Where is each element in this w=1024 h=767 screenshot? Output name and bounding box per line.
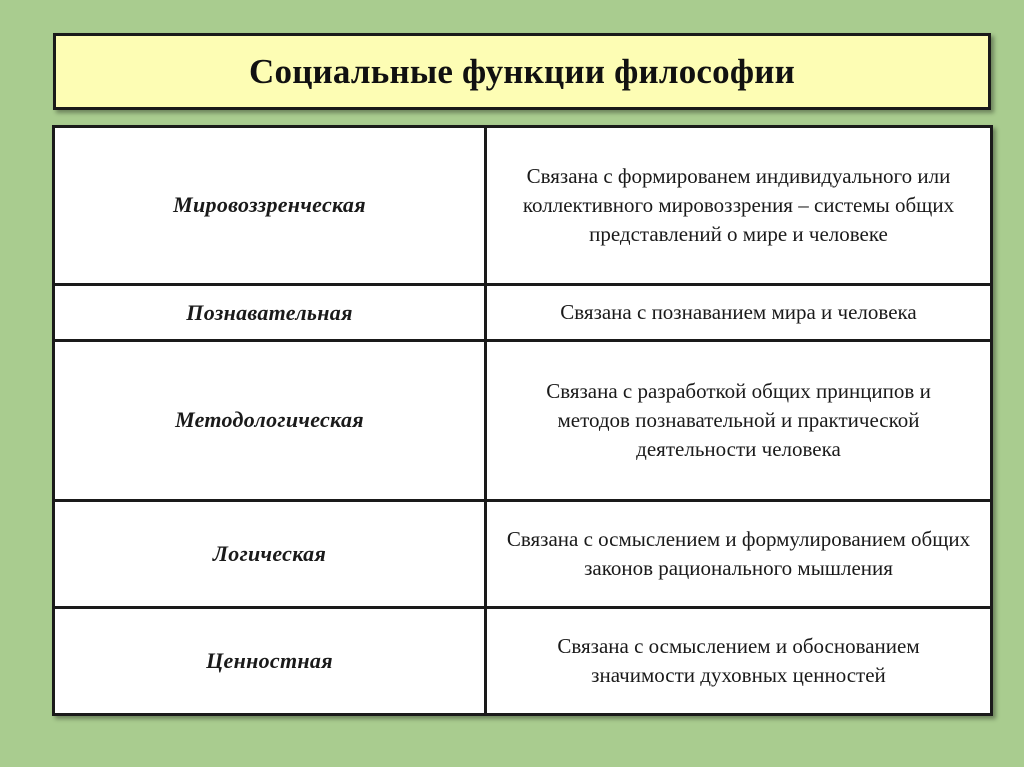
table-row <box>55 500 990 608</box>
function-description: Связана с осмыслением и формулированием общих законов рационального мышления <box>506 526 971 580</box>
function-name-cell <box>55 608 486 713</box>
function-description-cell <box>486 608 991 713</box>
table-row <box>55 128 990 284</box>
function-description: Связана с осмыслением и обоснованием значимости духовных ценностей <box>557 634 920 688</box>
page-title: Социальные функции философии <box>249 51 795 91</box>
function-description-cell <box>486 500 991 608</box>
table-row <box>55 341 990 500</box>
function-description: Связана с разработкой общих принципов и методов познавательной и практической деятельности человека <box>546 378 931 461</box>
function-description-cell <box>486 341 991 500</box>
function-name-cell <box>55 341 486 500</box>
function-name: Мировоззренческая <box>173 192 366 218</box>
function-name-cell <box>55 284 486 341</box>
function-name: Логическая <box>212 540 327 566</box>
function-description: Связана с формированем индивидуального или коллективного мировоззрения – системы общих представлений о мире и человеке <box>522 163 955 246</box>
functions-table-grid <box>55 128 990 713</box>
function-description-cell <box>486 284 991 341</box>
function-description-cell <box>486 128 991 284</box>
function-name-cell <box>55 128 486 284</box>
function-description: Связана с познаванием мира и человека <box>560 300 917 325</box>
function-name: Методологическая <box>175 407 364 433</box>
functions-table <box>52 125 993 716</box>
function-name-cell <box>55 500 486 608</box>
page-title-box <box>53 33 991 110</box>
function-name: Ценностная <box>206 648 333 674</box>
table-row <box>55 284 990 341</box>
table-row <box>55 608 990 713</box>
function-name: Познавательная <box>186 299 353 325</box>
